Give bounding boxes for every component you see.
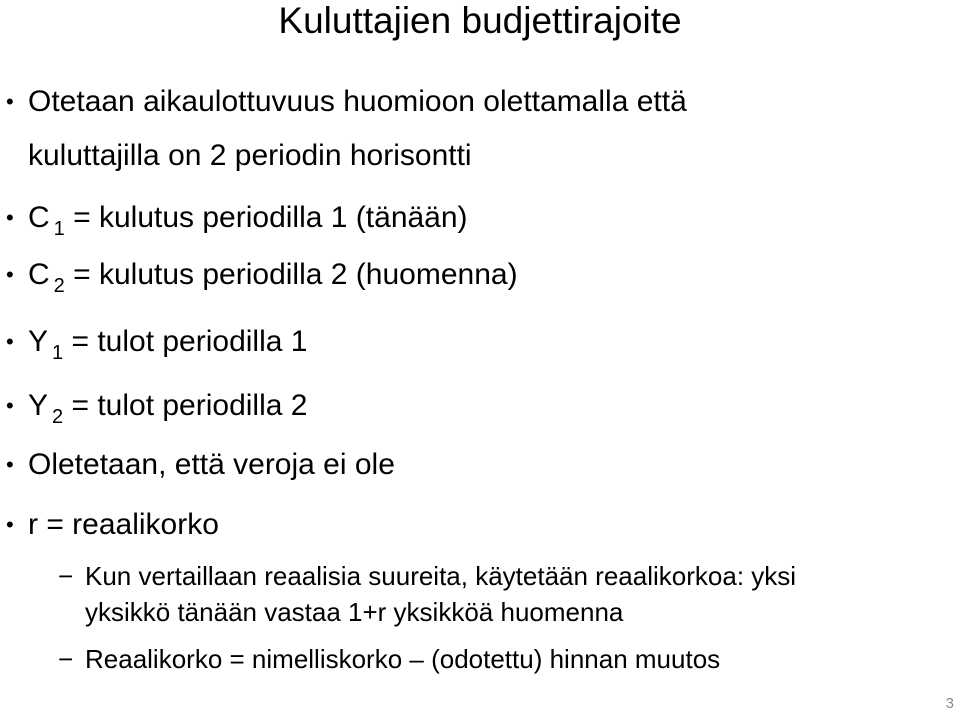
bullet-icon: • [6,329,14,354]
bullet-text: Oletetaan, että veroja ei ole [28,448,395,481]
variable-symbol: Y [28,389,49,422]
variable-symbol: C [28,258,50,291]
page-number: 3 [945,695,954,712]
variable-symbol: Y [28,325,49,358]
bullet-icon: • [6,393,14,418]
variable-symbol: C [28,201,50,234]
variable-subscript: 1 [53,218,65,240]
definition-text: = kulutus periodilla 2 (huomenna) [64,258,518,291]
bullet-text: r = reaalikorko [28,508,219,541]
subbullet-text-continuation: yksikkö tänään vastaa 1+r yksikköä huomenna [85,597,624,627]
definition-text: = tulot periodilla 2 [63,389,308,422]
bullet-text [28,247,518,314]
variable-subscript: 2 [52,406,64,428]
bullet-icon: • [6,452,14,477]
subbullet-text: Kun vertaillaan reaalisia suureita, käytetään reaalikorkoa: yksi [85,561,797,591]
variable-subscript: 1 [52,342,64,364]
bullet-icon: • [6,205,14,230]
definition-text: = kulutus periodilla 1 (tänään) [64,201,468,234]
bullet-text [28,314,307,381]
dash-icon: − [58,644,74,674]
slide-title: Kuluttajien budjettirajoite [278,0,682,41]
bullet-icon: • [6,262,14,287]
bullet-icon: • [6,512,14,537]
variable-subscript: 2 [53,275,65,297]
bullet-icon: • [6,89,14,114]
bullet-text: Otetaan aikaulottuvuus huomioon olettamalla että [28,85,687,118]
bullet-text-continuation: kuluttajilla on 2 periodin horisontti [28,139,472,172]
dash-icon: − [58,561,74,591]
subbullet-text: Reaalikorko = nimelliskorko – (odotettu) hinnan muutos [85,644,721,674]
bullet-text [28,378,307,445]
definition-text: = tulot periodilla 1 [63,325,308,358]
